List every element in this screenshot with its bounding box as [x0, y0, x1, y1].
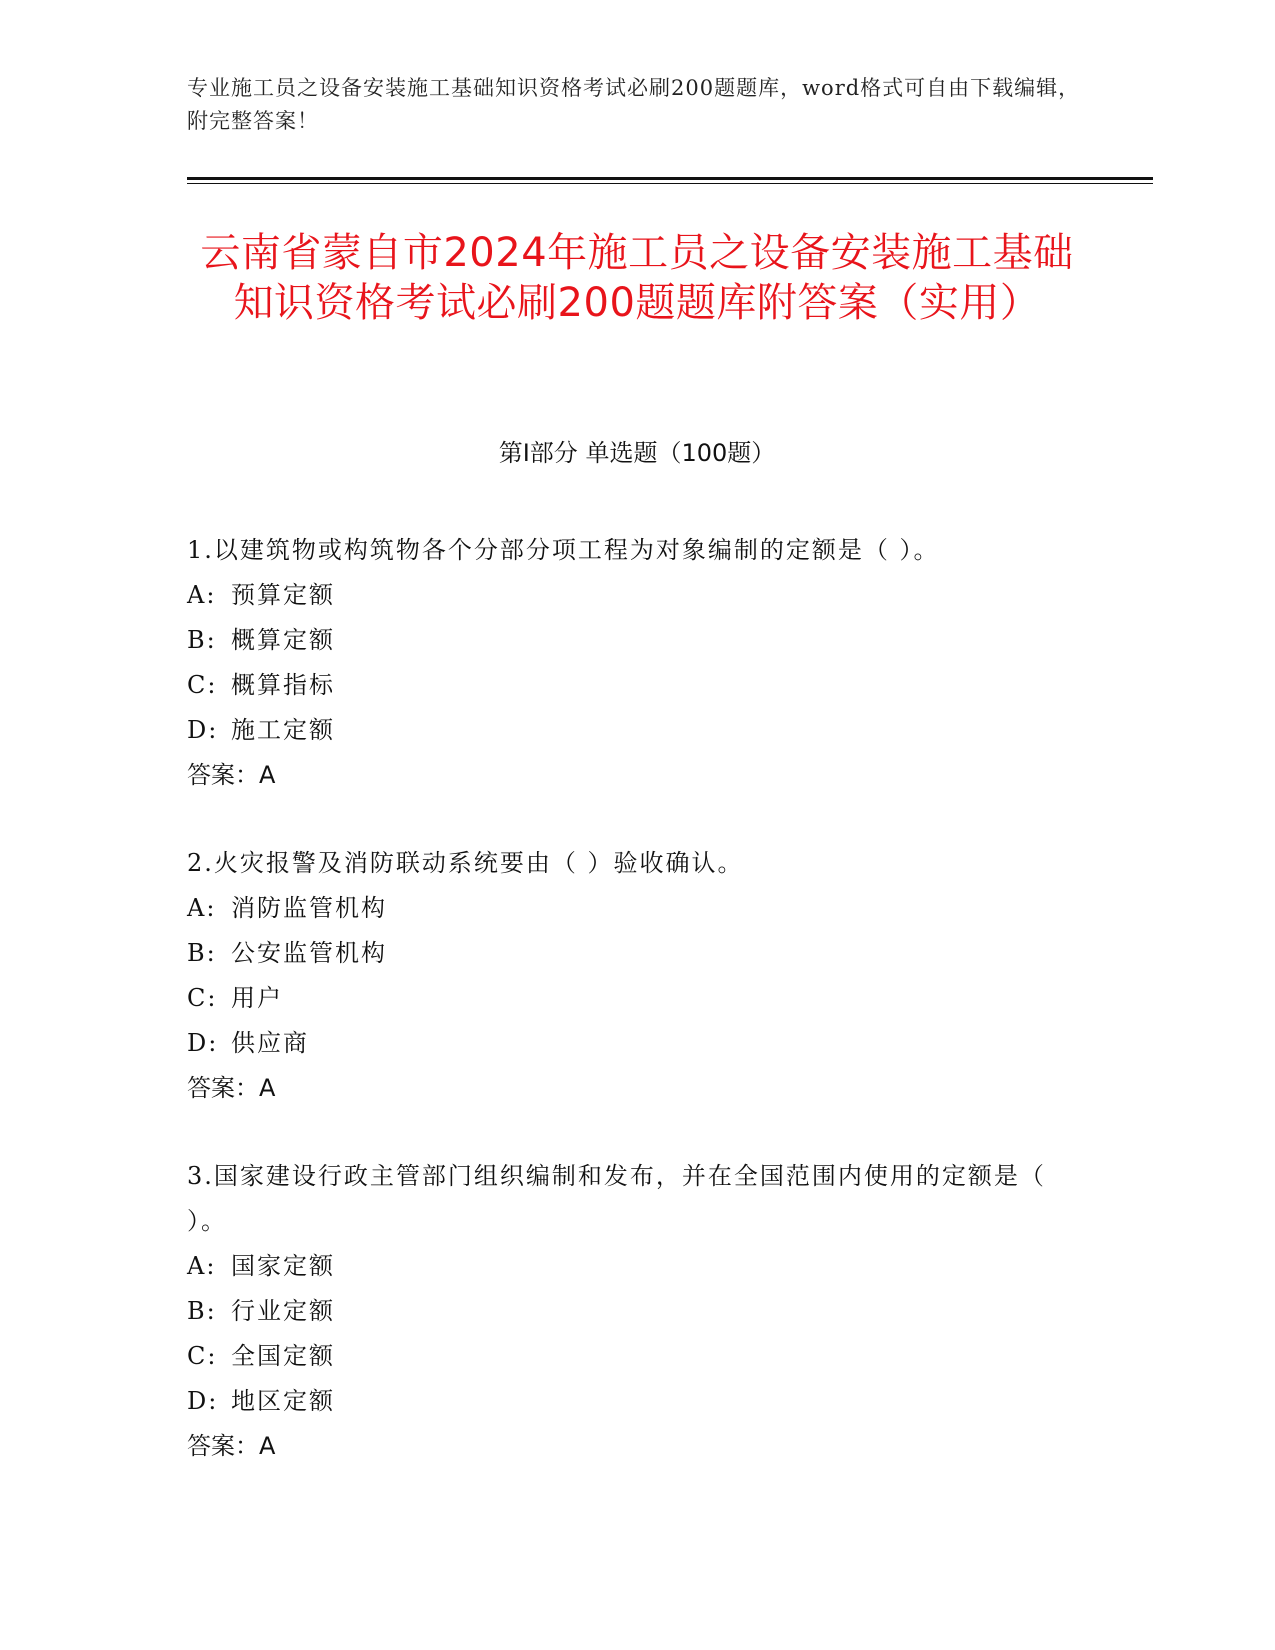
header-rule-thin	[187, 183, 1153, 184]
answer: 答案：A	[187, 761, 276, 789]
option-letter: B:	[187, 1297, 217, 1325]
option-letter: C:	[187, 1342, 218, 1370]
option-text: 用户	[231, 984, 283, 1012]
question-3	[187, 1154, 1067, 1469]
option-a	[187, 886, 1067, 931]
option-a	[187, 573, 1067, 618]
option-a	[187, 1244, 1067, 1289]
question-1	[187, 528, 1067, 798]
option-letter: B:	[187, 626, 217, 654]
option-b	[187, 1289, 1067, 1334]
option-letter: D:	[187, 716, 219, 744]
question-list	[187, 528, 1067, 1512]
document-title: 云南省蒙自市2024年施工员之设备安装施工基础知识资格考试必刷200题题库附答案（实用）	[200, 230, 1074, 326]
option-d	[187, 1021, 1067, 1066]
option-letter: D:	[187, 1387, 219, 1415]
option-letter: B:	[187, 939, 217, 967]
option-text: 国家定额	[231, 1252, 335, 1280]
option-text: 预算定额	[231, 581, 335, 609]
option-text: 供应商	[231, 1029, 309, 1057]
question-stem: 1.以建筑物或构筑物各个分部分项工程为对象编制的定额是（ ）。	[187, 536, 940, 564]
option-text: 概算指标	[231, 671, 335, 699]
option-text: 全国定额	[231, 1342, 335, 1370]
option-c	[187, 976, 1067, 1021]
option-text: 行业定额	[231, 1297, 335, 1325]
option-text: 公安监管机构	[231, 939, 387, 967]
option-text: 消防监管机构	[231, 894, 387, 922]
option-text: 地区定额	[231, 1387, 335, 1415]
option-c	[187, 1334, 1067, 1379]
header-rule-thick	[187, 177, 1153, 180]
option-letter: A:	[187, 1252, 217, 1280]
option-text: 概算定额	[231, 626, 335, 654]
answer: 答案：A	[187, 1074, 276, 1102]
option-b	[187, 618, 1067, 663]
header-note: 专业施工员之设备安装施工基础知识资格考试必刷200题题库，word格式可自由下载编辑，附完整答案！	[187, 76, 1081, 133]
option-d	[187, 708, 1067, 753]
question-stem: 2.火灾报警及消防联动系统要由（ ）验收确认。	[187, 849, 744, 877]
option-c	[187, 663, 1067, 708]
option-b	[187, 931, 1067, 976]
option-letter: C:	[187, 671, 218, 699]
answer: 答案：A	[187, 1432, 276, 1460]
option-letter: A:	[187, 894, 217, 922]
question-stem: 3.国家建设行政主管部门组织编制和发布，并在全国范围内使用的定额是（ ）。	[187, 1162, 1046, 1235]
option-letter: A:	[187, 581, 217, 609]
section-title: 第I部分 单选题（100题）	[498, 439, 776, 467]
option-d	[187, 1379, 1067, 1424]
option-letter: D:	[187, 1029, 219, 1057]
option-text: 施工定额	[231, 716, 335, 744]
question-2	[187, 841, 1067, 1111]
option-letter: C:	[187, 984, 218, 1012]
